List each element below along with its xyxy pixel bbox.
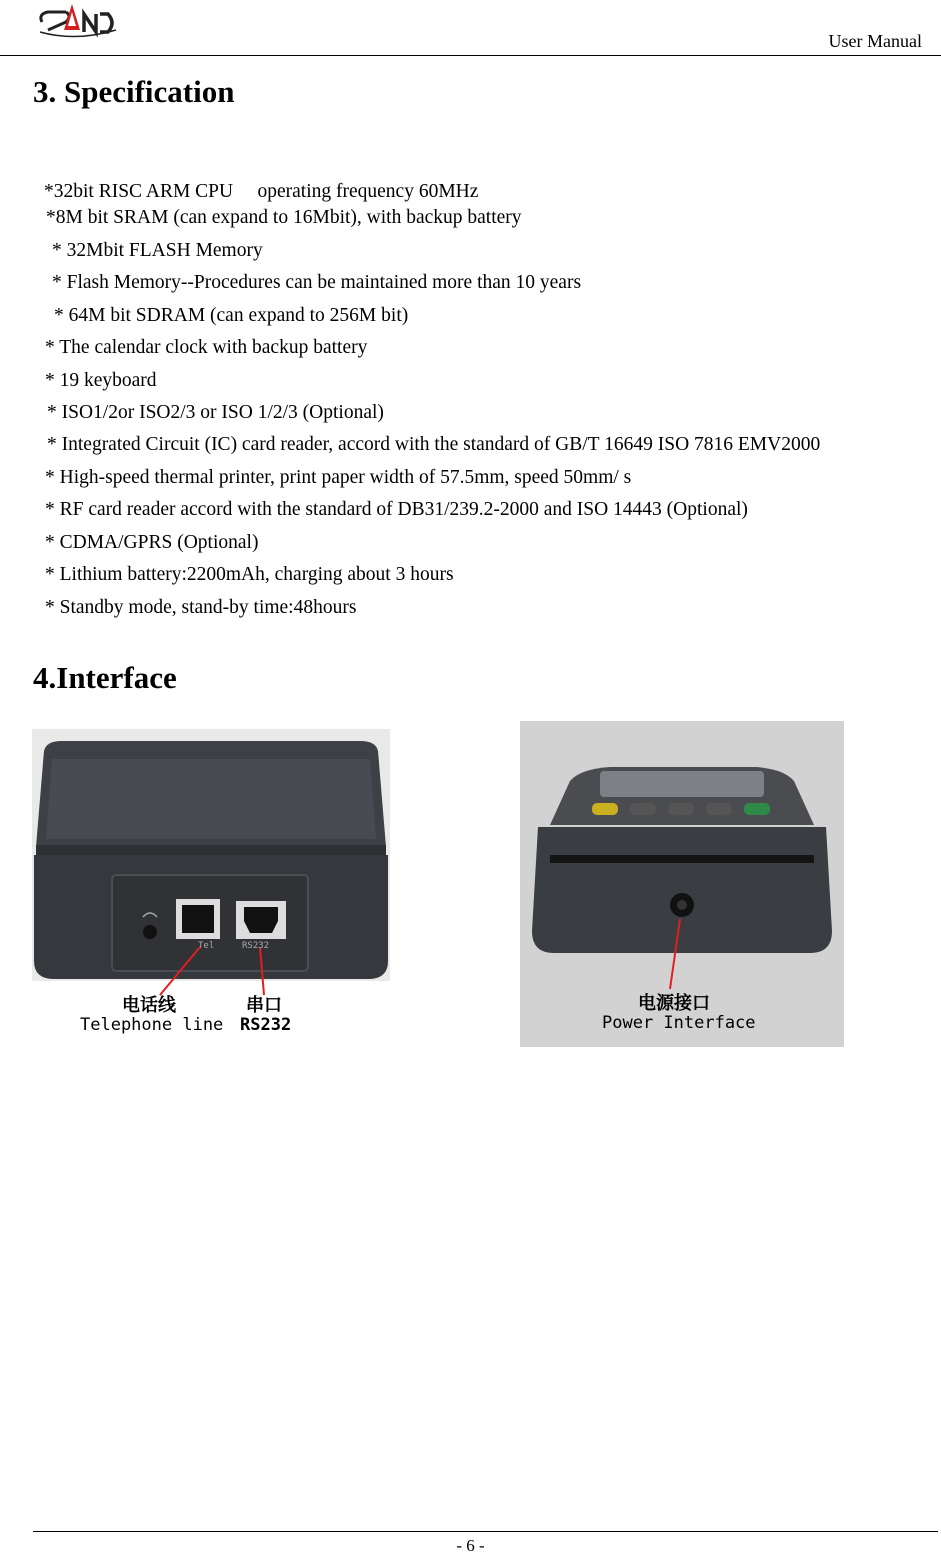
spec-item: *8M bit SRAM (can expand to 16Mbit), with backup battery [46, 207, 522, 228]
spec-item: * 32Mbit FLASH Memory [52, 240, 263, 261]
spec-item: * 64M bit SDRAM (can expand to 256M bit) [54, 305, 409, 326]
header-divider [0, 55, 941, 56]
spec-item: * Standby mode, stand-by time:48hours [45, 597, 357, 618]
spec-item: * RF card reader accord with the standard of DB31/239.2-2000 and ISO 14443 (Optional) [45, 499, 748, 520]
specification-heading: 3. Specification [33, 74, 235, 109]
page-number: - 6 - [456, 1536, 485, 1555]
sand-logo [36, 2, 118, 44]
power-caption-cn: 电源接口 [638, 993, 710, 1014]
spec-item: * Lithium battery:2200mAh, charging about 3 hours [45, 564, 454, 585]
spec-item: * CDMA/GPRS (Optional) [45, 532, 259, 553]
interface-heading: 4.Interface [33, 660, 177, 695]
telephone-caption-en: Telephone line [80, 1015, 224, 1035]
rs232-port-label: RS232 [242, 941, 270, 951]
serial-caption-en: RS232 [240, 1015, 292, 1035]
spec-item: *32bit RISC ARM CPU operating frequency 60MHz [44, 181, 479, 202]
power-port-photo [520, 721, 844, 1047]
spec-item: * Flash Memory--Procedures can be maintained more than 10 years [52, 272, 582, 293]
tel-port-label: Tel [198, 941, 215, 951]
footer-divider [33, 1531, 938, 1532]
spec-item: * The calendar clock with backup battery [45, 337, 368, 358]
rear-ports-photo [32, 729, 390, 1035]
spec-item: * Integrated Circuit (IC) card reader, accord with the standard of GB/T 16649 ISO 7816 EMV2000 [47, 434, 821, 455]
serial-caption-cn: 串口 [246, 995, 282, 1016]
spec-item: * High-speed thermal printer, print paper width of 57.5mm, speed 50mm/ s [45, 467, 632, 488]
header-title: User Manual [828, 31, 922, 51]
spec-item: * 19 keyboard [45, 370, 157, 391]
telephone-caption-cn: 电话线 [122, 995, 176, 1016]
spec-item: * ISO1/2or ISO2/3 or ISO 1/2/3 (Optional) [47, 402, 384, 423]
power-caption-en: Power Interface [602, 1013, 756, 1033]
